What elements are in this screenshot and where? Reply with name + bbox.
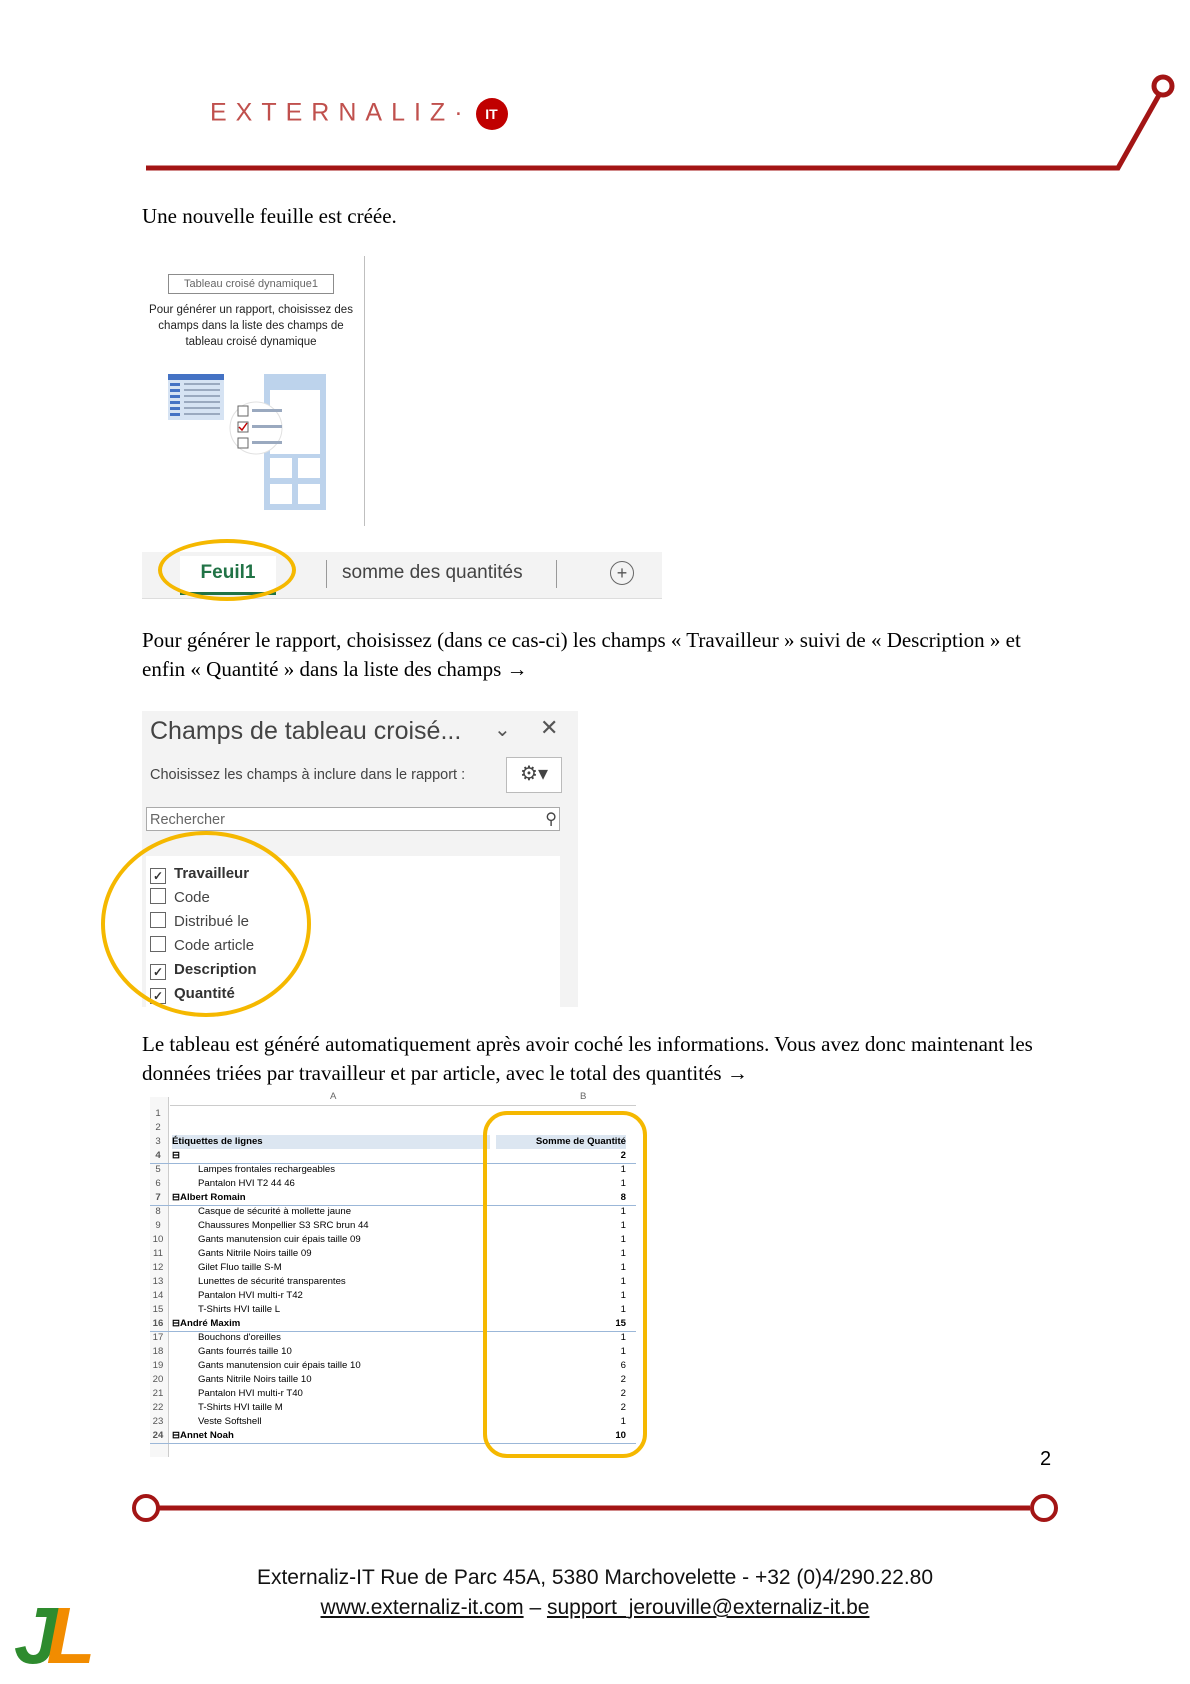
quantity-value[interactable]: 1 [620, 1234, 626, 1245]
quantity-value[interactable]: 2 [620, 1374, 626, 1385]
checkbox-checked[interactable]: ✓ [150, 964, 166, 980]
quantity-value[interactable]: 1 [620, 1206, 626, 1217]
row-label[interactable]: Bouchons d'oreilles [198, 1332, 281, 1343]
row-label[interactable]: Casque de sécurité à mollette jaune [198, 1206, 352, 1217]
row-number: 6 [155, 1178, 161, 1189]
column-b-header: B [580, 1091, 587, 1102]
tab-somme-des-quantites[interactable]: somme des quantités [342, 562, 523, 583]
row-number: 8 [155, 1206, 161, 1217]
row-label[interactable]: Pantalon HVI multi-r T40 [198, 1388, 303, 1399]
row-number: 4 [155, 1150, 161, 1161]
checkbox-checked[interactable]: ✓ [150, 988, 166, 1004]
sum-quantity-header[interactable]: Somme de Quantité [496, 1135, 626, 1149]
quantity-value[interactable]: 1 [620, 1164, 626, 1175]
row-number: 15 [152, 1304, 164, 1315]
quantity-value[interactable]: 1 [620, 1220, 626, 1231]
quantity-value[interactable]: 1 [620, 1416, 626, 1427]
panel-title: Champs de tableau croisé... [150, 717, 462, 745]
quantity-value[interactable]: 1 [620, 1290, 626, 1301]
row-number: 5 [155, 1164, 161, 1175]
row-label[interactable]: Veste Softshell [198, 1416, 262, 1427]
quantity-value[interactable]: 15 [615, 1318, 626, 1329]
row-label[interactable]: Pantalon HVI T2 44 46 [198, 1178, 295, 1189]
pivot-name-label: Tableau croisé dynamique1 [168, 274, 334, 294]
row-label[interactable]: Gants manutension cuir épais taille 10 [198, 1360, 361, 1371]
row-label[interactable]: ⊟André Maxim [172, 1318, 241, 1329]
row-label[interactable]: Lampes frontales rechargeables [198, 1164, 336, 1175]
row-label[interactable]: Gants Nitrile Noirs taille 10 [198, 1374, 312, 1385]
plus-circle-icon[interactable]: + [610, 561, 634, 585]
search-icon: ⚲ [545, 811, 557, 828]
jl-logo-j: J [14, 1591, 47, 1680]
row-label[interactable]: T-Shirts HVI taille L [198, 1304, 281, 1315]
quantity-value[interactable]: 8 [620, 1192, 626, 1203]
column-headers [170, 1091, 636, 1106]
quantity-value[interactable]: 2 [620, 1402, 626, 1413]
row-label[interactable]: Lunettes de sécurité transparentes [198, 1276, 346, 1287]
paragraph-3: Le tableau est généré automatiquement après avoir coché les informations. Vous avez donc maintenant les données triées par travailleur et par article, avec le total des quantités → [142, 1032, 1033, 1085]
search-input[interactable] [146, 807, 560, 831]
row-number: 7 [155, 1192, 161, 1203]
row-label[interactable]: Pantalon HVI multi-r T42 [198, 1290, 303, 1301]
row-label[interactable]: T-Shirts HVI taille M [198, 1402, 283, 1413]
field-label: Code [174, 889, 210, 906]
quantity-value[interactable]: 10 [615, 1430, 626, 1441]
pivot-illustration-icon [168, 374, 338, 514]
website-link[interactable]: www.externaliz-it.com [320, 1596, 524, 1619]
footer-links [0, 1596, 1190, 1620]
pivot-instructions: Pour générer un rapport, choisissez des champs dans la liste des champs de tableau croisé dynamique [149, 304, 353, 348]
jl-logo-l: L [46, 1591, 84, 1680]
empty-pivot-placeholder [142, 256, 365, 526]
column-a-header: A [330, 1091, 337, 1102]
row-number: 12 [152, 1262, 164, 1273]
row-number: 19 [152, 1360, 164, 1371]
row-labels-header[interactable]: Étiquettes de lignes [172, 1135, 490, 1149]
row-number: 23 [152, 1416, 164, 1427]
logo-badge: IT [476, 98, 508, 130]
quantity-value[interactable]: 1 [620, 1346, 626, 1357]
gear-icon[interactable]: ⚙▾ [506, 757, 562, 793]
field-label: Travailleur [174, 865, 250, 882]
paragraph-2: Pour générer le rapport, choisissez (dans ce cas-ci) les champs « Travailleur » suivi de « Description » et enfin « Quantité » dans la liste des champs → [142, 628, 1021, 681]
footer-separator: – [529, 1596, 542, 1619]
row-label[interactable]: ⊟Annet Noah [172, 1430, 234, 1441]
footer-address: Externaliz-IT Rue de Parc 45A, 5380 Marchovelette - +32 (0)4/290.22.80 [256, 1566, 934, 1589]
row-label[interactable]: ⊟Albert Romain [172, 1192, 246, 1203]
header-rule [0, 0, 1190, 190]
quantity-value[interactable]: 1 [620, 1276, 626, 1287]
chevron-down-icon[interactable]: ⌄ [494, 719, 511, 741]
highlight-quantity-column [483, 1111, 647, 1458]
table-row: 2 [155, 1122, 161, 1133]
row-number: 11 [153, 1248, 163, 1259]
logo-text: EXTERNALIZ· [210, 98, 472, 127]
jl-logo [14, 1590, 83, 1682]
search-placeholder: Rechercher [150, 812, 225, 828]
row-label[interactable]: Gants fourrés taille 10 [198, 1346, 292, 1357]
checkbox-checked[interactable]: ✓ [150, 868, 166, 884]
email-link[interactable]: support_jerouville@externaliz-it.be [546, 1596, 870, 1619]
row-number: 20 [152, 1374, 164, 1385]
row-number: 18 [152, 1346, 164, 1357]
quantity-value[interactable]: 2 [620, 1388, 626, 1399]
quantity-value[interactable]: 1 [620, 1304, 626, 1315]
tab-separator [556, 560, 557, 588]
row-label[interactable]: Gants manutension cuir épais taille 09 [198, 1234, 361, 1245]
field-label: Code article [174, 937, 255, 954]
close-icon[interactable]: ✕ [540, 715, 559, 740]
row-number: 21 [152, 1388, 164, 1399]
field-label: Distribué le [174, 913, 250, 930]
row-label[interactable]: Gilet Fluo taille S-M [198, 1262, 282, 1273]
tab-feuil1[interactable]: Feuil1 [180, 556, 276, 595]
row-label[interactable]: Chaussures Monpellier S3 SRC brun 44 [198, 1220, 369, 1231]
row-label[interactable]: ⊟ [172, 1150, 181, 1161]
quantity-value[interactable]: 2 [620, 1150, 626, 1161]
row-number: 16 [152, 1318, 164, 1329]
row-number: 3 [155, 1136, 161, 1147]
tab-separator [326, 560, 327, 588]
quantity-value[interactable]: 1 [620, 1262, 626, 1273]
paragraph-1: Une nouvelle feuille est créée. [142, 204, 397, 228]
row-number: 14 [152, 1290, 164, 1301]
footer-rule [0, 1490, 1190, 1530]
row-number: 13 [152, 1276, 164, 1287]
table-row: 1 [155, 1108, 161, 1119]
row-number: 10 [152, 1234, 164, 1245]
quantity-value[interactable]: 1 [620, 1178, 626, 1189]
quantity-value[interactable]: 1 [620, 1248, 626, 1259]
quantity-value[interactable]: 1 [620, 1332, 626, 1343]
row-number: 22 [152, 1402, 164, 1413]
field-label: Description [174, 961, 257, 978]
quantity-value[interactable]: 6 [620, 1360, 626, 1371]
row-number: 17 [152, 1332, 164, 1343]
row-number: 24 [152, 1430, 164, 1441]
highlight-circle-tab [158, 539, 296, 601]
row-label[interactable]: Gants Nitrile Noirs taille 09 [198, 1248, 312, 1259]
panel-subtitle: Choisissez les champs à inclure dans le rapport : [150, 767, 466, 783]
highlight-circle-fields [101, 831, 311, 1017]
row-number: 9 [155, 1220, 161, 1231]
field-label: Quantité [174, 985, 235, 1002]
page-number: 2 [1040, 1448, 1052, 1470]
